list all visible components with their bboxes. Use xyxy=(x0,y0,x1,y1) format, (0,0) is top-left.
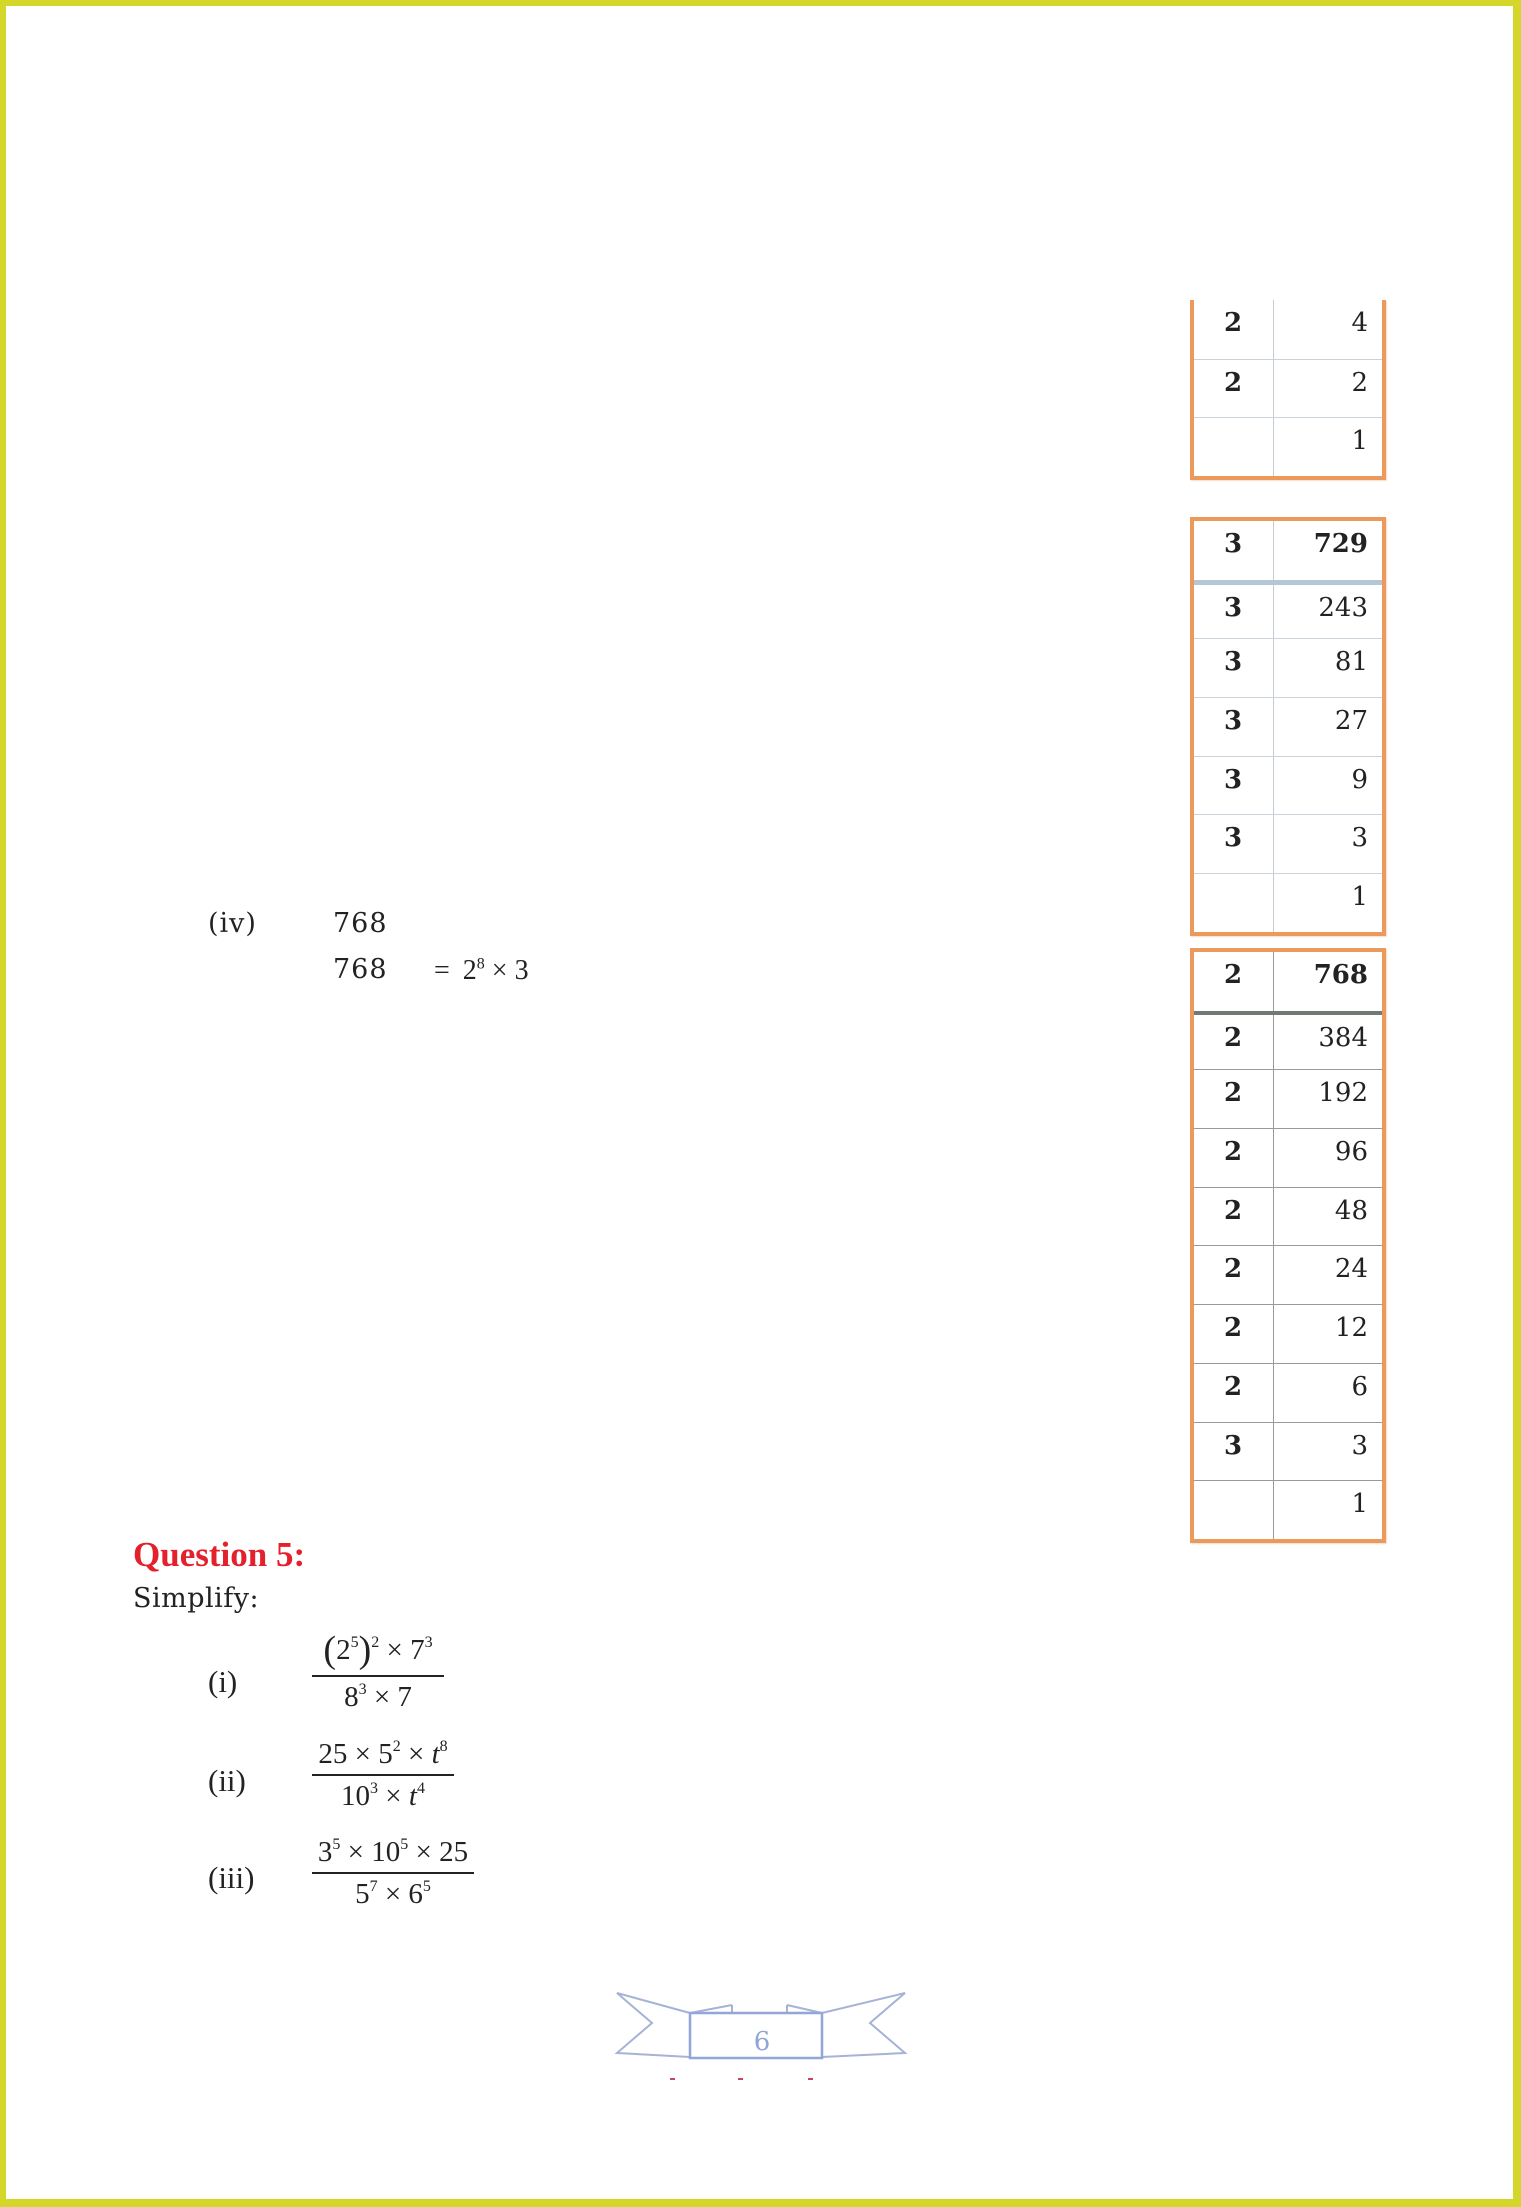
value-cell: 96 xyxy=(1334,1137,1368,1168)
divisor-cell: 2 xyxy=(1194,1129,1274,1187)
question-instruction: Simplify: xyxy=(133,1583,260,1614)
fraction-bar xyxy=(312,1872,474,1874)
value-cell: 1 xyxy=(1351,882,1368,913)
divisor-cell: 2 xyxy=(1194,1015,1274,1070)
paren-open: ( xyxy=(323,1629,337,1671)
factor-table-768 xyxy=(1190,948,1386,1543)
value-cell: 27 xyxy=(1334,706,1368,737)
factor: 3 xyxy=(317,1836,333,1868)
factor-table-partial xyxy=(1190,300,1386,480)
table-row xyxy=(1194,1069,1382,1128)
value-cell: 6 xyxy=(1351,1371,1368,1402)
value-cell: 24 xyxy=(1334,1254,1368,1285)
value-cell: 81 xyxy=(1334,647,1368,678)
item-label: (iii) xyxy=(208,1860,255,1895)
part-iv-label: (iv) xyxy=(208,908,257,939)
factor: × 25 xyxy=(408,1836,469,1868)
table-row xyxy=(1194,417,1382,476)
table-row xyxy=(1194,873,1382,932)
divisor-cell: 3 xyxy=(1194,521,1274,580)
table-row xyxy=(1194,638,1382,697)
exponent: 3 xyxy=(370,1780,379,1797)
divisor-cell: 2 xyxy=(1194,1305,1274,1363)
exponent: 2 xyxy=(371,1634,380,1651)
value-cell: 384 xyxy=(1318,1022,1368,1053)
paren-close: ) xyxy=(358,1629,372,1671)
table-row xyxy=(1194,1422,1382,1481)
value-cell: 9 xyxy=(1351,764,1368,795)
variable: t xyxy=(431,1738,440,1770)
value-cell: 1 xyxy=(1351,1489,1368,1520)
remaining-factor: × 3 xyxy=(491,955,529,986)
base: 8 xyxy=(344,1681,359,1713)
factor: × 6 xyxy=(377,1878,423,1910)
table-row xyxy=(1194,300,1382,359)
value-cell: 48 xyxy=(1334,1195,1368,1226)
exponent: 5 xyxy=(350,1634,359,1651)
numerator xyxy=(312,1836,474,1869)
divisor-cell: 3 xyxy=(1194,639,1274,697)
exponent: 5 xyxy=(422,1878,431,1895)
table-row xyxy=(1194,1128,1382,1187)
value-cell: 192 xyxy=(1318,1078,1368,1109)
exponent: 4 xyxy=(416,1780,425,1797)
divisor-cell: 2 xyxy=(1194,952,1274,1011)
factor: 10 xyxy=(341,1780,371,1812)
exponent: 8 xyxy=(439,1738,448,1755)
part-iv-number: 768 xyxy=(333,908,388,939)
value-cell: 2 xyxy=(1351,367,1368,398)
exponent: 5 xyxy=(332,1836,341,1853)
divisor-cell: 3 xyxy=(1194,815,1274,873)
table-header-row xyxy=(1194,952,1382,1011)
table-row xyxy=(1194,697,1382,756)
divisor-cell: 3 xyxy=(1194,1423,1274,1481)
divisor-cell: 2 xyxy=(1194,1246,1274,1304)
table-row xyxy=(1194,1245,1382,1304)
divisor-cell xyxy=(1194,874,1274,932)
table-row xyxy=(1194,359,1382,418)
factor: 5 xyxy=(355,1878,370,1910)
factor: × 10 xyxy=(340,1836,401,1868)
fraction-ii xyxy=(312,1738,454,1813)
fraction-i xyxy=(312,1628,444,1714)
value-cell: 12 xyxy=(1334,1313,1368,1344)
factor: × 7 xyxy=(366,1681,412,1713)
part-iv-factorization xyxy=(434,955,529,987)
page-number-banner xyxy=(612,1985,912,2095)
table-row xyxy=(1194,1011,1382,1070)
value-cell: 3 xyxy=(1351,1430,1368,1461)
exponent: 3 xyxy=(358,1681,367,1698)
times: × xyxy=(378,1780,409,1812)
numerator xyxy=(312,1738,454,1771)
fraction-bar xyxy=(312,1774,454,1776)
table-row xyxy=(1194,1363,1382,1422)
divisor-cell: 2 xyxy=(1194,1364,1274,1422)
exponent: 7 xyxy=(369,1878,378,1895)
divisor-cell: 3 xyxy=(1194,585,1274,639)
denominator xyxy=(312,1780,454,1813)
divisor-cell: 3 xyxy=(1194,757,1274,815)
table-row xyxy=(1194,1304,1382,1363)
table-row xyxy=(1194,580,1382,639)
numerator xyxy=(312,1628,444,1672)
table-row xyxy=(1194,1480,1382,1539)
divisor-cell: 2 xyxy=(1194,360,1274,418)
factor: × 7 xyxy=(379,1634,425,1666)
value-cell: 3 xyxy=(1351,823,1368,854)
table-header-row xyxy=(1194,521,1382,580)
item-label: (i) xyxy=(208,1664,238,1699)
variable: t xyxy=(408,1780,417,1812)
divisor-cell xyxy=(1194,1481,1274,1539)
factor: 25 × 5 xyxy=(318,1738,393,1770)
equals-sign: = xyxy=(434,955,450,986)
table-row xyxy=(1194,1187,1382,1246)
fraction-bar xyxy=(312,1675,444,1677)
value-cell: 768 xyxy=(1313,960,1368,990)
denominator xyxy=(312,1681,444,1714)
divisor-cell xyxy=(1194,418,1274,476)
value-cell: 729 xyxy=(1313,529,1368,559)
denominator xyxy=(312,1878,474,1911)
divisor-cell: 2 xyxy=(1194,300,1274,359)
times: × xyxy=(400,1738,432,1770)
item-label: (ii) xyxy=(208,1763,246,1798)
exponent: 3 xyxy=(424,1634,433,1651)
exponent: 8 xyxy=(476,955,485,973)
value-cell: 1 xyxy=(1351,426,1368,457)
table-row xyxy=(1194,756,1382,815)
exponent: 2 xyxy=(392,1738,401,1755)
divisor-cell: 2 xyxy=(1194,1070,1274,1128)
page-number: 6 xyxy=(753,2027,771,2057)
base: 2 xyxy=(462,955,477,986)
part-iv-number-line2: 768 xyxy=(333,954,388,985)
divisor-cell: 2 xyxy=(1194,1188,1274,1246)
divisor-cell: 3 xyxy=(1194,698,1274,756)
fraction-iii xyxy=(312,1836,474,1911)
exponent: 5 xyxy=(400,1836,409,1853)
value-cell: 4 xyxy=(1351,308,1368,338)
value-cell: 243 xyxy=(1318,592,1368,623)
question-title: Question 5: xyxy=(133,1535,306,1574)
factor-table-729 xyxy=(1190,517,1386,936)
base: 2 xyxy=(336,1634,351,1666)
table-row xyxy=(1194,814,1382,873)
